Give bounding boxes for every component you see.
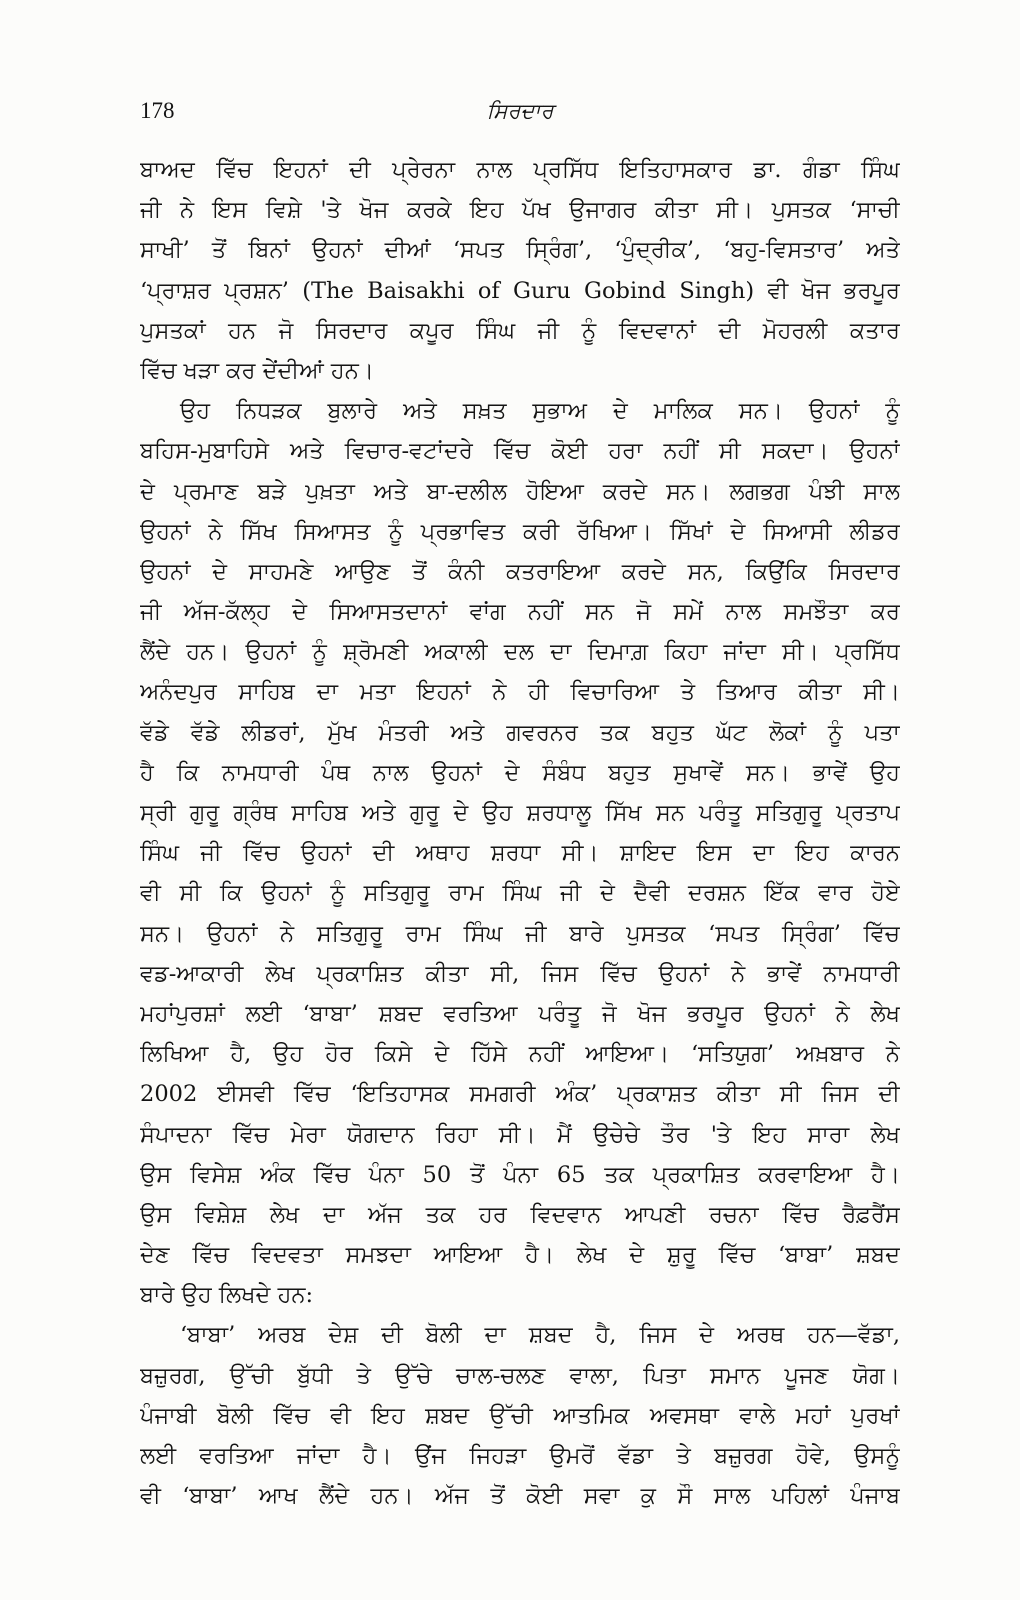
text-line: ਉਸ ਵਿਸੇਸ਼ ਅੰਕ ਵਿੱਚ ਪੰਨਾ 50 ਤੋਂ ਪੰਨਾ 65 ਤਕ ਪ੍ਰਕਾਸ਼ਿਤ ਕਰਵਾਇਆ ਹੈ। — [140, 1161, 900, 1188]
text-line: ਵੱਡੇ ਵੱਡੇ ਲੀਡਰਾਂ, ਮੁੱਖ ਮੰਤਰੀ ਅਤੇ ਗਵਰਨਰ ਤਕ ਬਹੁਤ ਘੱਟ ਲੋਕਾਂ ਨੂੰ ਪਤਾ — [140, 719, 900, 746]
text-line: ਬਜ਼ੁਰਗ, ਉੱਚੀ ਬੁੱਧੀ ਤੇ ਉੱਚੇ ਚਾਲ-ਚਲਣ ਵਾਲਾ, ਪਿਤਾ ਸਮਾਨ ਪੂਜਣ ਯੋਗ। — [140, 1362, 900, 1389]
text-line: ਉਹਨਾਂ ਨੇ ਸਿੱਖ ਸਿਆਸਤ ਨੂੰ ਪ੍ਰਭਾਵਿਤ ਕਰੀ ਰੱਖਿਆ। ਸਿੱਖਾਂ ਦੇ ਸਿਆਸੀ ਲੀਡਰ — [140, 518, 900, 545]
text-line: ਵਿੱਚ ਖੜਾ ਕਰ ਦੇਂਦੀਆਂ ਹਨ। — [140, 357, 374, 384]
text-line: ਪੁਸਤਕਾਂ ਹਨ ਜੋ ਸਿਰਦਾਰ ਕਪੂਰ ਸਿੰਘ ਜੀ ਨੂੰ ਵਿਦਵਾਨਾਂ ਦੀ ਮੋਹਰਲੀ ਕਤਾਰ — [140, 317, 900, 344]
text-line: ਜੀ ਅੱਜ-ਕੱਲ੍ਹ ਦੇ ਸਿਆਸਤਦਾਨਾਂ ਵਾਂਗ ਨਹੀਂ ਸਨ ਜੋ ਸਮੇਂ ਨਾਲ ਸਮਝੌਤਾ ਕਰ — [140, 599, 900, 626]
text-line: ਉਹਨਾਂ ਦੇ ਸਾਹਮਣੇ ਆਉਣ ਤੋਂ ਕੰਨੀ ਕਤਰਾਇਆ ਕਰਦੇ ਸਨ, ਕਿਉਂਕਿ ਸਿਰਦਾਰ — [140, 558, 900, 585]
text-line: ਲੈਂਦੇ ਹਨ। ਉਹਨਾਂ ਨੂੰ ਸ਼੍ਰੋਮਣੀ ਅਕਾਲੀ ਦਲ ਦਾ ਦਿਮਾਗ਼ ਕਿਹਾ ਜਾਂਦਾ ਸੀ। ਪ੍ਰਸਿੱਧ — [140, 639, 900, 666]
text-line: ਮਹਾਂਪੁਰਸ਼ਾਂ ਲਈ ‘ਬਾਬਾ’ ਸ਼ਬਦ ਵਰਤਿਆ ਪਰੰਤੂ ਜੋ ਖੋਜ ਭਰਪੂਰ ਉਹਨਾਂ ਨੇ ਲੇਖ — [140, 1000, 900, 1027]
text-line: ਹੈ ਕਿ ਨਾਮਧਾਰੀ ਪੰਥ ਨਾਲ ਉਹਨਾਂ ਦੇ ਸੰਬੰਧ ਬਹੁਤ ਸੁਖਾਵੇਂ ਸਨ। ਭਾਵੇਂ ਉਹ — [140, 759, 900, 786]
page-number: 178 — [140, 98, 175, 123]
text-line: ‘ਬਾਬਾ’ ਅਰਬ ਦੇਸ਼ ਦੀ ਬੋਲੀ ਦਾ ਸ਼ਬਦ ਹੈ, ਜਿਸ ਦੇ ਅਰਥ ਹਨ—ਵੱਡਾ, — [180, 1322, 900, 1349]
text-line: ਉਹ ਨਿਧੜਕ ਬੁਲਾਰੇ ਅਤੇ ਸਖ਼ਤ ਸੁਭਾਅ ਦੇ ਮਾਲਿਕ ਸਨ। ਉਹਨਾਂ ਨੂੰ — [180, 398, 900, 425]
text-line: ਅਨੰਦਪੁਰ ਸਾਹਿਬ ਦਾ ਮਤਾ ਇਹਨਾਂ ਨੇ ਹੀ ਵਿਚਾਰਿਆ ਤੇ ਤਿਆਰ ਕੀਤਾ ਸੀ। — [140, 679, 900, 706]
text-line: ਸਿੰਘ ਜੀ ਵਿੱਚ ਉਹਨਾਂ ਦੀ ਅਥਾਹ ਸ਼ਰਧਾ ਸੀ। ਸ਼ਾਇਦ ਇਸ ਦਾ ਇਹ ਕਾਰਨ — [140, 840, 900, 867]
text-line: ਸਾਖੀ’ ਤੋਂ ਬਿਨਾਂ ਉਹਨਾਂ ਦੀਆਂ ‘ਸਪਤ ਸ੍ਰਿੰਗ’, ‘ਪੁੰਦ੍ਰੀਕ’, ‘ਬਹੁ-ਵਿਸਤਾਰ’ ਅਤੇ — [140, 237, 900, 264]
running-header — [140, 96, 900, 136]
text-line: 2002 ਈਸਵੀ ਵਿੱਚ ‘ਇਤਿਹਾਸਕ ਸਮਗਰੀ ਅੰਕ’ ਪ੍ਰਕਾਸ਼ਤ ਕੀਤਾ ਸੀ ਜਿਸ ਦੀ — [140, 1081, 900, 1108]
text-line: ਦੇ ਪ੍ਰਮਾਣ ਬੜੇ ਪੁਖ਼ਤਾ ਅਤੇ ਬਾ-ਦਲੀਲ ਹੋਇਆ ਕਰਦੇ ਸਨ। ਲਗਭਗ ਪੰਝੀ ਸਾਲ — [140, 478, 900, 505]
running-title: ਸਿਰਦਾਰ — [486, 99, 554, 123]
text-line: ਵੀ ‘ਬਾਬਾ’ ਆਖ ਲੈਂਦੇ ਹਨ। ਅੱਜ ਤੋਂ ਕੋਈ ਸਵਾ ਕੁ ਸੌ ਸਾਲ ਪਹਿਲਾਂ ਪੰਜਾਬ — [140, 1483, 900, 1510]
text-line: ਵਡ-ਆਕਾਰੀ ਲੇਖ ਪ੍ਰਕਾਸ਼ਿਤ ਕੀਤਾ ਸੀ, ਜਿਸ ਵਿੱਚ ਉਹਨਾਂ ਨੇ ਭਾਵੇਂ ਨਾਮਧਾਰੀ — [140, 960, 900, 987]
text-line: ਵੀ ਸੀ ਕਿ ਉਹਨਾਂ ਨੂੰ ਸਤਿਗੁਰੂ ਰਾਮ ਸਿੰਘ ਜੀ ਦੇ ਦੈਵੀ ਦਰਸ਼ਨ ਇੱਕ ਵਾਰ ਹੋਏ — [140, 880, 900, 907]
text-line: ‘ਪ੍ਰਾਸ਼ਰ ਪ੍ਰਸ਼ਨ’ (The Baisakhi of Guru Gobind Singh) ਵੀ ਖੋਜ ਭਰਪੂਰ — [140, 277, 900, 304]
body-text — [140, 150, 900, 1516]
text-line: ਬਹਿਸ-ਮੁਬਾਹਿਸੇ ਅਤੇ ਵਿਚਾਰ-ਵਟਾਂਦਰੇ ਵਿੱਚ ਕੋਈ ਹਰਾ ਨਹੀਂ ਸੀ ਸਕਦਾ। ਉਹਨਾਂ — [140, 438, 900, 465]
text-line: ਜੀ ਨੇ ਇਸ ਵਿਸ਼ੇ 'ਤੇ ਖੋਜ ਕਰਕੇ ਇਹ ਪੱਖ ਉਜਾਗਰ ਕੀਤਾ ਸੀ। ਪੁਸਤਕ ‘ਸਾਚੀ — [140, 197, 900, 224]
text-line: ਉਸ ਵਿਸ਼ੇਸ਼ ਲੇਖ ਦਾ ਅੱਜ ਤਕ ਹਰ ਵਿਦਵਾਨ ਆਪਣੀ ਰਚਨਾ ਵਿੱਚ ਰੈਫ਼ਰੈਂਸ — [140, 1201, 900, 1228]
text-line: ਸ੍ਰੀ ਗੁਰੂ ਗ੍ਰੰਥ ਸਾਹਿਬ ਅਤੇ ਗੁਰੂ ਦੇ ਉਹ ਸ਼ਰਧਾਲੂ ਸਿੱਖ ਸਨ ਪਰੰਤੂ ਸਤਿਗੁਰੂ ਪ੍ਰਤਾਪ — [140, 800, 900, 826]
text-line: ਪੰਜਾਬੀ ਬੋਲੀ ਵਿੱਚ ਵੀ ਇਹ ਸ਼ਬਦ ਉੱਚੀ ਆਤਮਿਕ ਅਵਸਥਾ ਵਾਲੇ ਮਹਾਂ ਪੁਰਖਾਂ — [140, 1402, 900, 1429]
text-line: ਸੰਪਾਦਨਾ ਵਿੱਚ ਮੇਰਾ ਯੋਗਦਾਨ ਰਿਹਾ ਸੀ। ਮੈਂ ਉਚੇਚੇ ਤੌਰ 'ਤੇ ਇਹ ਸਾਰਾ ਲੇਖ — [140, 1121, 900, 1148]
text-line: ਲਿਖਿਆ ਹੈ, ਉਹ ਹੋਰ ਕਿਸੇ ਦੇ ਹਿੱਸੇ ਨਹੀਂ ਆਇਆ। ‘ਸਤਿਯੁਗ’ ਅਖ਼ਬਾਰ ਨੇ — [140, 1041, 900, 1068]
text-line: ਲਈ ਵਰਤਿਆ ਜਾਂਦਾ ਹੈ। ਉਂਜ ਜਿਹੜਾ ਉਮਰੋਂ ਵੱਡਾ ਤੇ ਬਜ਼ੁਰਗ ਹੋਵੇ, ਉਸਨੂੰ — [140, 1443, 900, 1469]
text-line: ਬਾਰੇ ਉਹ ਲਿਖਦੇ ਹਨ: — [140, 1282, 314, 1309]
text-line: ਸਨ। ਉਹਨਾਂ ਨੇ ਸਤਿਗੁਰੂ ਰਾਮ ਸਿੰਘ ਜੀ ਬਾਰੇ ਪੁਸਤਕ ‘ਸਪਤ ਸ੍ਰਿੰਗ’ ਵਿੱਚ — [140, 920, 900, 947]
text-line: ਦੇਣ ਵਿੱਚ ਵਿਦਵਤਾ ਸਮਝਦਾ ਆਇਆ ਹੈ। ਲੇਖ ਦੇ ਸ਼ੁਰੂ ਵਿੱਚ ‘ਬਾਬਾ’ ਸ਼ਬਦ — [140, 1242, 900, 1269]
text-line: ਬਾਅਦ ਵਿੱਚ ਇਹਨਾਂ ਦੀ ਪ੍ਰੇਰਨਾ ਨਾਲ ਪ੍ਰਸਿੱਧ ਇਤਿਹਾਸਕਾਰ ਡਾ. ਗੰਡਾ ਸਿੰਘ — [140, 157, 900, 183]
